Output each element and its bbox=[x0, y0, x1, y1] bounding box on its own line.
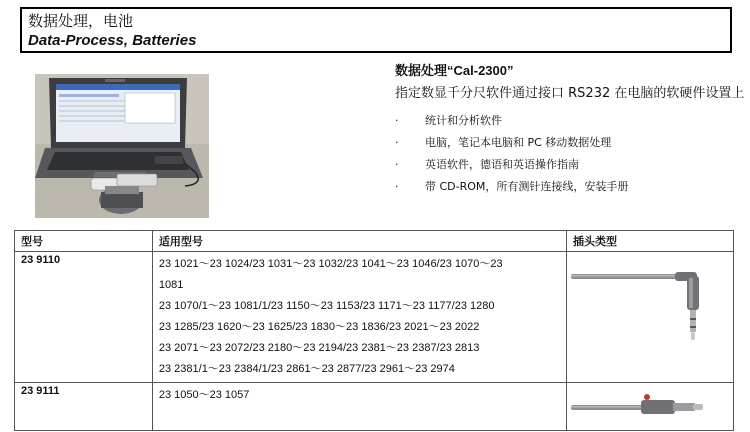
compatible-line: 23 1285/23 1620～23 1625/23 1830～23 1836/23 2021～23 2022 bbox=[158, 321, 480, 333]
straight-plug-cable-icon bbox=[567, 383, 733, 427]
table-row bbox=[15, 252, 734, 383]
compatible-line: 23 1021～23 1024/23 1031～23 1032/23 1041～23 1046/23 1070～23 bbox=[158, 258, 503, 270]
header-model: 型号 bbox=[15, 231, 153, 252]
compatible-cell bbox=[152, 383, 566, 431]
section-title-zh: 数据处理，电池 bbox=[28, 12, 134, 30]
compatible-line: 23 2071～23 2072/23 2180～23 2194/23 2381～23 2387/23 2813 bbox=[158, 342, 480, 354]
model-cell: 23 9110 bbox=[15, 252, 153, 383]
angled-plug-cable-icon bbox=[567, 252, 733, 378]
section-header bbox=[20, 7, 732, 53]
section-title-en: Data-Process, Batteries bbox=[28, 32, 197, 49]
plug-cell bbox=[566, 252, 733, 383]
list-item: · 统计和分析软件 bbox=[395, 110, 745, 132]
bullet-marker: · bbox=[395, 136, 399, 149]
model-cell: 23 9111 bbox=[15, 383, 153, 431]
product-description: 指定数显千分尺软件通过接口 RS232 在电脑的软硬件设置上 bbox=[395, 86, 745, 101]
compatible-cell bbox=[152, 252, 566, 383]
list-item: · 电脑，笔记本电脑和 PC 移动数据处理 bbox=[395, 132, 745, 154]
header-compatible: 适用型号 bbox=[152, 231, 566, 252]
list-item: · 带 CD-ROM，所有测针连接线，安装手册 bbox=[395, 176, 745, 198]
bullet-marker: · bbox=[395, 114, 399, 127]
compatible-line: 23 2381/1～23 2384/1/23 2861～23 2877/23 2961～23 2974 bbox=[158, 363, 455, 375]
product-model-name: “Cal-2300” bbox=[447, 63, 514, 78]
compatible-line: 23 1070/1～23 1081/1/23 1150～23 1153/23 1171～23 1177/23 1280 bbox=[158, 300, 495, 312]
product-info bbox=[395, 62, 745, 198]
list-item: · 英语软件，德语和英语操作指南 bbox=[395, 154, 745, 176]
header-plug-type: 插头类型 bbox=[566, 231, 733, 252]
product-title bbox=[395, 62, 745, 81]
product-photo bbox=[35, 74, 209, 218]
spec-table bbox=[14, 230, 734, 431]
feature-list bbox=[395, 110, 745, 198]
product-title-zh: 数据处理 bbox=[395, 64, 448, 79]
laptop-caliper-illustration bbox=[35, 74, 209, 218]
plug-cell bbox=[566, 383, 733, 431]
table-row bbox=[15, 383, 734, 431]
bullet-marker: · bbox=[395, 180, 399, 193]
compatible-line: 23 1050～23 1057 bbox=[158, 389, 250, 401]
table-header-row bbox=[15, 231, 734, 252]
compatible-line: 1081 bbox=[158, 279, 184, 291]
bullet-marker: · bbox=[395, 158, 399, 171]
